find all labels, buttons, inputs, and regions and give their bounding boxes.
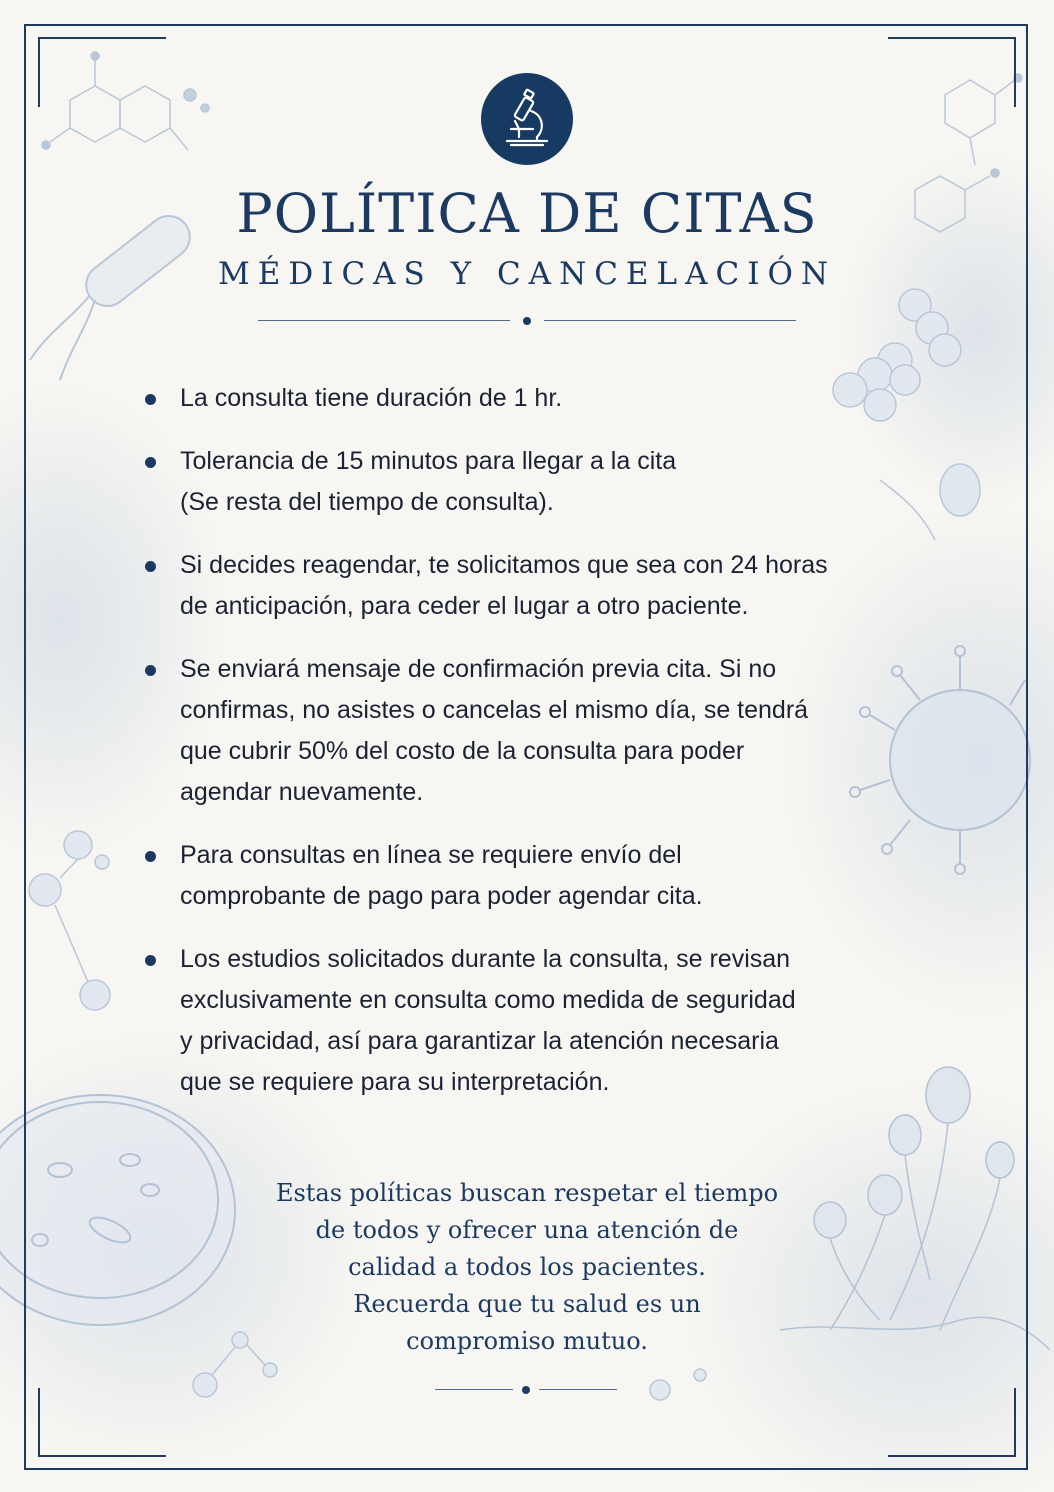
corner-accent [38, 1388, 40, 1457]
title-divider [258, 315, 796, 327]
corner-accent [1014, 37, 1016, 107]
logo-badge [481, 73, 573, 165]
policy-text: Si decides reagendar, te solicitamos que sea con 24 horas de anticipación, para ceder el lugar a otro paciente. [180, 551, 828, 620]
footer-divider [435, 1384, 617, 1396]
policy-text: Para consultas en línea se requiere envío del comprobante de pago para poder agendar cita. [180, 841, 703, 910]
list-item [140, 441, 920, 523]
bullet-icon [145, 457, 156, 468]
corner-accent [40, 37, 166, 39]
policy-list [140, 378, 920, 1125]
corner-accent [888, 37, 1014, 39]
bullet-icon [145, 394, 156, 405]
bullet-icon [145, 851, 156, 862]
list-item [140, 545, 920, 627]
list-item [140, 378, 920, 419]
policy-text: Se enviará mensaje de confirmación previa cita. Si no confirmas, no asistes o cancelas el mismo día, se tendrá que cubrir 50% del costo de la consulta para poder agendar nuevamente. [180, 655, 809, 806]
corner-accent [888, 1455, 1014, 1457]
bullet-icon [145, 665, 156, 676]
policy-text: La consulta tiene duración de 1 hr. [180, 384, 563, 412]
bullet-icon [145, 955, 156, 966]
page-subtitle: MÉDICAS Y CANCELACIÓN [217, 256, 837, 292]
list-item [140, 649, 920, 813]
page-title: POLÍTICA DE CITAS [236, 182, 818, 245]
list-item [140, 939, 920, 1103]
policy-text: Los estudios solicitados durante la consulta, se revisan exclusivamente en consulta como medida de seguridad y privacidad, así para garantizar la atención necesaria que se requiere para su interpretación. [180, 945, 796, 1096]
policy-text: Tolerancia de 15 minutos para llegar a la cita (Se resta del tiempo de consulta). [180, 447, 677, 516]
bullet-icon [145, 561, 156, 572]
corner-accent [40, 1455, 166, 1457]
microscope-icon [497, 87, 557, 151]
list-item [140, 835, 920, 917]
corner-accent [38, 37, 40, 107]
corner-accent [1014, 1388, 1016, 1457]
closing-statement: Estas políticas buscan respetar el tiempo de todos y ofrecer una atención de calidad a todos los pacientes. Recuerda que tu salud es un compromiso mutuo. [275, 1179, 779, 1355]
